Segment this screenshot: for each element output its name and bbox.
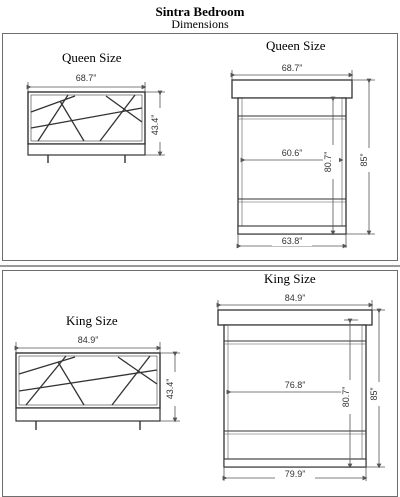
king-side-label: King Size <box>264 271 316 286</box>
queen-front-view <box>28 50 170 163</box>
king-inner-height-label: 80.7” <box>341 386 351 408</box>
king-front-height-label: 43.4” <box>165 378 175 400</box>
king-front-label: King Size <box>66 313 118 328</box>
king-top-width-label: 84.9” <box>284 293 306 303</box>
queen-total-height-label: 85” <box>359 153 369 167</box>
king-bottom-width-dimension <box>224 467 366 481</box>
queen-front-height-label: 43.4” <box>150 114 160 136</box>
queen-inner-width-label: 60.6” <box>281 148 303 158</box>
king-front-view <box>16 313 185 430</box>
king-top-headboard <box>218 310 372 325</box>
queen-top-headboard <box>232 80 352 98</box>
king-front-height-dimension <box>160 353 185 421</box>
king-total-height-label: 85” <box>369 387 379 401</box>
queen-front-width-dimension <box>28 72 145 92</box>
queen-side-label: Queen Size <box>266 38 326 53</box>
king-bottom-width-label: 79.9” <box>284 469 306 479</box>
queen-top-width-dimension <box>232 62 352 80</box>
queen-bed-frame <box>28 144 145 155</box>
queen-front-label: Queen Size <box>62 50 122 65</box>
king-top-width-dimension <box>218 292 372 310</box>
queen-inner-height-label: 80.7” <box>323 151 333 173</box>
king-total-height-dimension <box>366 310 388 467</box>
page-title: Sintra Bedroom <box>155 4 245 19</box>
queen-front-height-dimension <box>145 92 170 155</box>
queen-top-width-label: 68.7” <box>281 63 303 73</box>
king-bed-frame <box>16 408 160 421</box>
queen-top-view <box>232 38 378 248</box>
king-inner-width-label: 76.8” <box>284 380 306 390</box>
king-top-view <box>218 271 388 481</box>
king-front-width-label: 84.9” <box>77 335 99 345</box>
queen-bottom-width-dimension <box>238 234 346 248</box>
king-front-width-dimension <box>16 334 160 353</box>
queen-bottom-width-label: 63.8” <box>281 236 303 246</box>
page-subtitle: Dimensions <box>171 17 229 31</box>
queen-front-width-label: 68.7” <box>75 73 97 83</box>
queen-total-height-dimension <box>346 80 378 234</box>
